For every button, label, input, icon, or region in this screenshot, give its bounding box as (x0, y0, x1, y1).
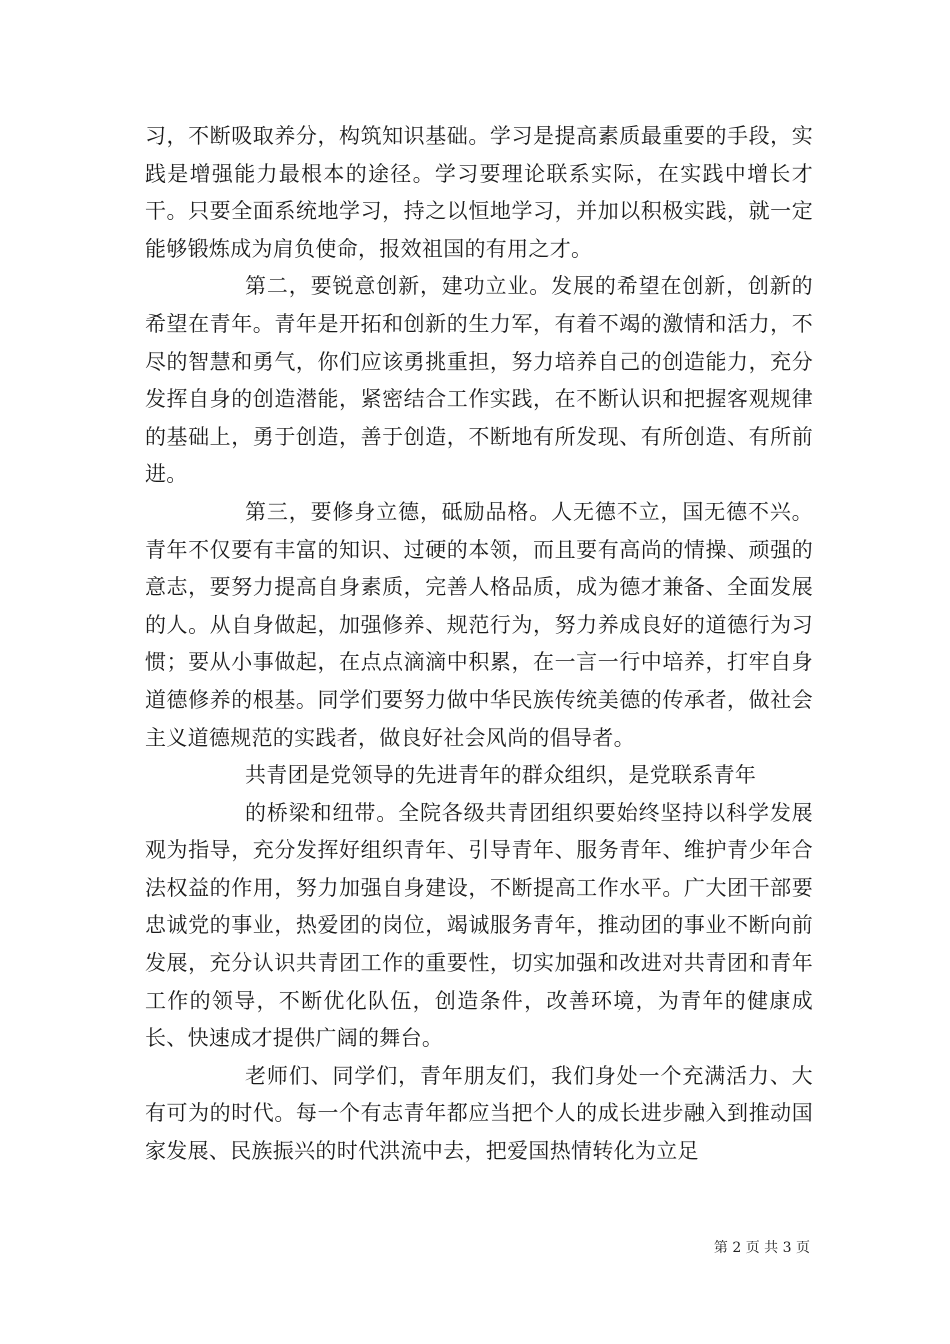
paragraph-4-continued: 的桥梁和纽带。全院各级共青团组织要始终坚持以科学发展观为指导，充分发挥好组织青年、引导青年、服务青年、维护青少年合法权益的作用，努力加强自身建设，不断提高工作水平。广大团干部要忠诚党的事业，热爱团的岗位，竭诚服务青年，推动团的事业不断向前发展，充分认识共青团工作的重要性，切实加强和改进对共青团和青年工作的领导，不断优化队伍，创造条件，改善环境，为青年的健康成长、快速成才提供广阔的舞台。 (145, 800, 813, 1051)
paragraph-2: 第二，要锐意创新，建功立业。发展的希望在创新，创新的希望在青年。青年是开拓和创新的生力军，有着不竭的激情和活力，不尽的智慧和勇气，你们应该勇挑重担，努力培养自己的创造能力，充分发挥自身的创造潜能，紧密结合工作实践，在不断认识和把握客观规律的基础上，勇于创造，善于创造，不断地有所发现、有所创造、有所前进。 (145, 274, 813, 487)
page-number-footer: 第 2 页 共 3 页 (713, 1240, 810, 1256)
paragraph-3: 第三，要修身立德，砥励品格。人无德不立，国无德不兴。青年不仅要有丰富的知识、过硬的本领，而且要有高尚的情操、顽强的意志，要努力提高自身素质，完善人格品质，成为德才兼备、全面发展的人。从自身做起，加强修养、规范行为，努力养成良好的道德行为习惯；要从小事做起，在点点滴滴中积累，在一言一行中培养，打牢自身道德修养的根基。同学们要努力做中华民族传统美德的传承者，做社会主义道德规范的实践者，做良好社会风尚的倡导者。 (145, 499, 813, 750)
document-body (145, 118, 813, 1171)
paragraph-4-line-1: 共青团是党领导的先进青年的群众组织，是党联系青年 (245, 763, 757, 788)
paragraph-4 (145, 757, 813, 795)
paragraph-1: 习，不断吸取养分，构筑知识基础。学习是提高素质最重要的手段，实践是增强能力最根本的途径。学习要理论联系实际，在实践中增长才干。只要全面系统地学习，持之以恒地学习，并加以积极实践，就一定能够锻炼成为肩负使命，报效祖国的有用之才。 (145, 124, 813, 261)
paragraph-5: 老师们、同学们，青年朋友们，我们身处一个充满活力、大有可为的时代。每一个有志青年都应当把个人的成长进步融入到推动国家发展、民族振兴的时代洪流中去，把爱国热情转化为立足 (145, 1063, 813, 1164)
